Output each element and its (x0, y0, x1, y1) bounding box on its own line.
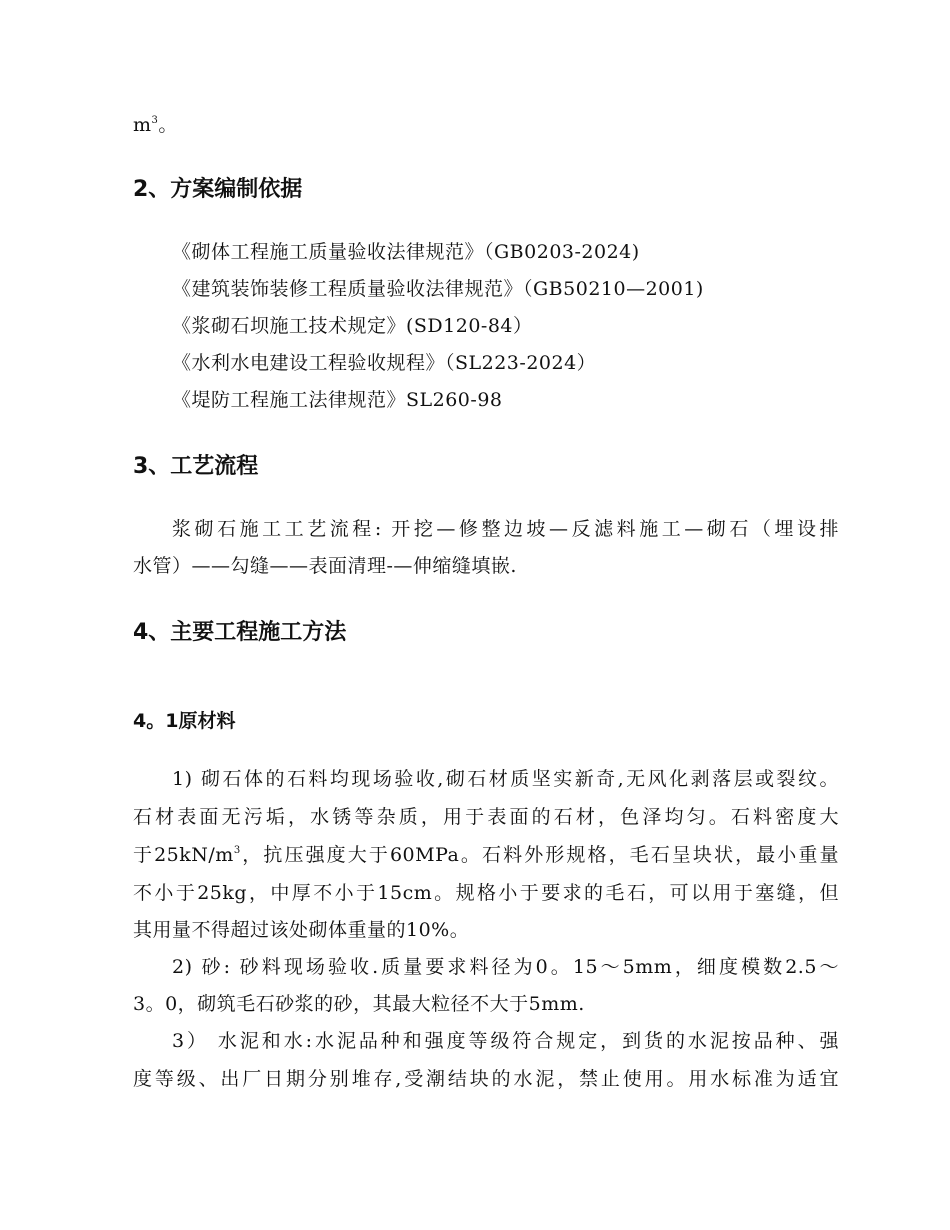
paragraph-1-line-5: 其用量不得超过该处砌体重量的10%。 (133, 919, 470, 941)
paragraph-1-line-4: 不小于25kg，中厚不小于15cm。规格小于要求的毛石，可以用于塞缝，但 (133, 882, 839, 904)
paragraph-3-line-2: 度等级、出厂日期分别堆存,受潮结块的水泥，禁止使用。用水标准为适宜 (133, 1068, 839, 1090)
reference-item: 《建筑装饰装修工程质量验收法律规范》（GB50210—2001) (172, 278, 704, 300)
intro-fragment (133, 113, 178, 137)
reference-item: 《浆砌石坝施工技术规定》(SD120-84） (172, 315, 533, 337)
paragraph-2-line-2: 3。0，砌筑毛石砂浆的砂，其最大粒径不大于5mm. (133, 993, 585, 1015)
paragraph-3-line-1: 3） 水泥和水:水泥品种和强度等级符合规定，到货的水泥按品种、强 (172, 1030, 839, 1052)
reference-item: 《水利水电建设工程验收规程》（SL223-2024） (172, 352, 597, 374)
paragraph-1-line-2: 石材表面无污垢，水锈等杂质，用于表面的石材，色泽均匀。石料密度大 (133, 806, 839, 828)
process-line-2: 水管）——勾缝——表面清理-—伸缩缝填嵌. (133, 555, 517, 577)
fragment-end: 。 (158, 114, 178, 136)
unit-text: m (133, 114, 152, 136)
p1-l3-superscript: 3 (233, 845, 241, 856)
unit-superscript: 3 (151, 115, 159, 126)
process-line-1: 浆砌石施工工艺流程: 开挖—修整边坡—反滤料施工—砌石（埋设排 (172, 518, 839, 540)
paragraph-1-line-1: 1) 砌石体的石料均现场验收,砌石材质坚实新奇,无风化剥落层或裂纹。 (172, 768, 839, 790)
section-3-heading: 3、工艺流程 (133, 454, 259, 479)
reference-item: 《砌体工程施工质量验收法律规范》（GB0203-2024) (172, 241, 640, 263)
subsection-4-1-heading: 4。1原材料 (133, 710, 236, 732)
p1-l3-text-a: 于25kN/m (133, 844, 234, 866)
paragraph-1-line-3 (133, 843, 839, 867)
section-4-heading: 4、主要工程施工方法 (133, 620, 347, 645)
paragraph-2-line-1: 2) 砂: 砂料现场验收.质量要求料径为0。15～5mm，细度模数2.5～ (172, 956, 839, 978)
p1-l3-text-b: ，抗压强度大于60MPa。石料外形规格，毛石呈块状，最小重量 (240, 844, 839, 866)
reference-item: 《堤防工程施工法律规范》SL260-98 (172, 389, 503, 411)
section-2-heading: 2、方案编制依据 (133, 177, 303, 202)
